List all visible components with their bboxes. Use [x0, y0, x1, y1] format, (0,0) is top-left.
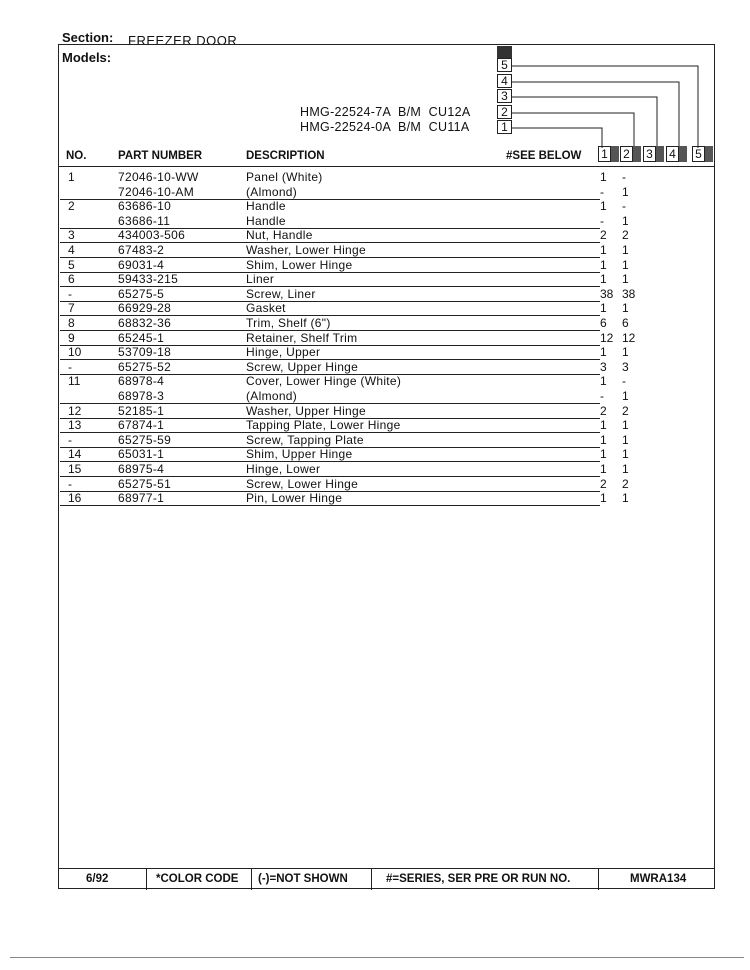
- row-qty-model-2: 1: [622, 418, 629, 433]
- table-row: [60, 184, 629, 200]
- row-qty-model-2: 1: [622, 389, 629, 403]
- footer-doc-code: MWRA134: [630, 873, 687, 885]
- row-part-number: 52185-1: [118, 403, 165, 418]
- row-qty-model-2: 1: [622, 257, 629, 272]
- footer-bar: [58, 868, 715, 890]
- row-qty-model-2: 1: [622, 213, 629, 228]
- row-no: 6: [68, 272, 75, 287]
- row-description: Washer, Upper Hinge: [246, 403, 366, 418]
- model-line-1: HMG-22524-7A B/M CU12A: [300, 105, 471, 119]
- row-qty-model-2: 1: [622, 447, 629, 462]
- model-box-5: 5: [497, 58, 512, 72]
- row-no: 9: [68, 330, 75, 345]
- col-header-model-2: 2: [620, 146, 633, 162]
- col-header-model-1: 1: [598, 146, 611, 162]
- col-header-model-5: 5: [692, 146, 705, 162]
- col-header-part-number: PART NUMBER: [118, 150, 203, 162]
- page-bottom-rule: [10, 957, 744, 958]
- row-no: 2: [68, 199, 75, 214]
- row-qty-model-1: 1: [600, 170, 607, 184]
- row-part-number: 65275-51: [118, 476, 172, 491]
- row-no: 3: [68, 228, 75, 243]
- row-part-number: 66929-28: [118, 301, 172, 316]
- row-no: 7: [68, 301, 75, 316]
- row-qty-model-1: 1: [600, 432, 607, 447]
- row-qty-model-1: 1: [600, 199, 607, 214]
- row-qty-model-1: 1: [600, 345, 607, 360]
- row-qty-model-2: 2: [622, 228, 629, 243]
- row-part-number: 59433-215: [118, 272, 179, 287]
- table-row: [60, 359, 629, 375]
- table-row: [60, 374, 626, 389]
- row-part-number: 72046-10-AM: [118, 184, 195, 199]
- row-qty-model-1: 2: [600, 476, 607, 491]
- row-qty-model-1: 1: [600, 462, 607, 476]
- row-qty-model-1: 6: [600, 316, 607, 330]
- footer-divider: [598, 869, 599, 890]
- row-qty-model-1: 1: [600, 257, 607, 272]
- row-description: Hinge, Lower: [246, 462, 321, 476]
- table-row: [60, 462, 629, 477]
- row-qty-model-1: 1: [600, 243, 607, 257]
- table-row: [60, 432, 629, 448]
- row-description: (Almond): [246, 184, 298, 199]
- row-qty-model-2: -: [622, 199, 626, 214]
- table-row: [60, 491, 629, 506]
- model-box-2: 2: [497, 105, 512, 119]
- table-row: [60, 301, 629, 316]
- table-row: [60, 345, 629, 360]
- row-description: Panel (White): [246, 170, 323, 184]
- row-qty-model-1: -: [600, 213, 604, 228]
- row-description: Washer, Lower Hinge: [246, 243, 366, 257]
- row-description: Cover, Lower Hinge (White): [246, 374, 402, 389]
- row-qty-model-1: 1: [600, 272, 607, 287]
- row-qty-model-2: 1: [622, 301, 629, 316]
- col-header-model-3: 3: [643, 146, 656, 162]
- row-description: Tapping Plate, Lower Hinge: [246, 418, 401, 433]
- row-qty-model-2: 1: [622, 272, 629, 287]
- row-qty-model-1: 1: [600, 418, 607, 433]
- row-description: Screw, Tapping Plate: [246, 432, 364, 447]
- row-no: 4: [68, 243, 75, 257]
- row-description: Retainer, Shelf Trim: [246, 330, 358, 345]
- row-no: 16: [68, 491, 82, 506]
- row-qty-model-2: 1: [622, 462, 629, 476]
- row-qty-model-2: 3: [622, 359, 629, 374]
- row-qty-model-1: 1: [600, 374, 607, 389]
- row-qty-model-2: 6: [622, 316, 629, 330]
- row-qty-model-1: 1: [600, 447, 607, 462]
- row-no: 1: [68, 170, 75, 184]
- table-row: [60, 243, 629, 258]
- row-qty-model-1: 1: [600, 491, 607, 506]
- row-qty-model-2: 12: [622, 330, 636, 345]
- row-part-number: 67483-2: [118, 243, 165, 257]
- table-row: [60, 228, 629, 243]
- footer-divider: [371, 869, 372, 890]
- col-shade: [656, 146, 664, 162]
- row-no: 5: [68, 257, 75, 272]
- row-part-number: 65275-59: [118, 432, 172, 447]
- table-row: [60, 476, 629, 492]
- table-row: [60, 199, 626, 214]
- table-row: [60, 389, 629, 404]
- footer-divider: [146, 869, 147, 890]
- row-description: Screw, Upper Hinge: [246, 359, 359, 374]
- model-box-4: 4: [497, 74, 512, 88]
- col-shade: [633, 146, 641, 162]
- row-qty-model-1: -: [600, 389, 604, 403]
- row-description: Gasket: [246, 301, 286, 316]
- footer-color-code: *COLOR CODE: [156, 873, 239, 885]
- row-part-number: 68978-4: [118, 374, 165, 389]
- row-part-number: 68975-4: [118, 462, 165, 476]
- row-qty-model-1: 3: [600, 359, 607, 374]
- row-qty-model-2: 2: [622, 403, 629, 418]
- row-description: Hinge, Upper: [246, 345, 321, 360]
- row-no: 12: [68, 403, 82, 418]
- col-shade: [611, 146, 619, 162]
- row-part-number: 434003-506: [118, 228, 186, 243]
- row-part-number: 65031-1: [118, 447, 165, 462]
- row-description: Handle: [246, 213, 286, 228]
- row-no: 8: [68, 316, 75, 330]
- model-box-3: 3: [497, 89, 512, 103]
- row-part-number: 67874-1: [118, 418, 165, 433]
- table-row: [60, 447, 629, 462]
- row-qty-model-2: 2: [622, 476, 629, 491]
- row-description: Nut, Handle: [246, 228, 313, 243]
- footer-divider: [251, 869, 252, 890]
- row-qty-model-2: 1: [622, 243, 629, 257]
- row-qty-model-1: 2: [600, 403, 607, 418]
- row-qty-model-1: 12: [600, 330, 614, 345]
- table-row: [60, 170, 626, 184]
- row-no: 11: [68, 374, 81, 389]
- row-qty-model-2: 1: [622, 184, 629, 199]
- table-row: [60, 403, 629, 419]
- row-no: -: [68, 359, 72, 374]
- model-connector-lines: [495, 44, 715, 150]
- table-row: [60, 316, 629, 331]
- row-description: Liner: [246, 272, 275, 287]
- row-description: Shim, Lower Hinge: [246, 257, 353, 272]
- row-part-number: 72046-10-WW: [118, 170, 199, 184]
- row-part-number: 68977-1: [118, 491, 165, 506]
- row-description: Handle: [246, 199, 286, 214]
- section-label: Section:: [62, 30, 114, 45]
- col-header-see-below: #SEE BELOW: [506, 150, 582, 162]
- row-part-number: 68832-36: [118, 316, 172, 330]
- row-no: 13: [68, 418, 82, 433]
- row-part-number: 65275-52: [118, 359, 172, 374]
- col-shade: [705, 146, 713, 162]
- table-row: [60, 286, 636, 302]
- model-line-2: HMG-22524-0A B/M CU11A: [300, 120, 470, 134]
- row-description: (Almond): [246, 389, 298, 403]
- row-qty-model-2: -: [622, 170, 626, 184]
- row-part-number: 69031-4: [118, 257, 165, 272]
- row-description: Shim, Upper Hinge: [246, 447, 353, 462]
- table-row: [60, 257, 629, 273]
- footer-series-note: #=SERIES, SER PRE OR RUN NO.: [386, 873, 571, 885]
- row-no: 14: [68, 447, 82, 462]
- footer-not-shown: (-)=NOT SHOWN: [258, 873, 348, 885]
- row-qty-model-1: 38: [600, 286, 614, 301]
- model-box-1: 1: [497, 120, 512, 134]
- row-part-number: 63686-10: [118, 199, 172, 214]
- row-part-number: 65245-1: [118, 330, 165, 345]
- row-qty-model-1: 1: [600, 301, 607, 316]
- row-part-number: 65275-5: [118, 286, 165, 301]
- row-qty-model-2: 1: [622, 345, 629, 360]
- row-qty-model-2: 1: [622, 432, 629, 447]
- row-no: -: [68, 476, 72, 491]
- row-qty-model-1: -: [600, 184, 604, 199]
- row-description: Pin, Lower Hinge: [246, 491, 343, 506]
- table-row: [60, 272, 629, 287]
- footer-date: 6/92: [86, 873, 109, 885]
- table-row: [60, 330, 636, 346]
- row-qty-model-2: -: [622, 374, 626, 389]
- header-rule: [58, 166, 715, 167]
- row-no: -: [68, 432, 72, 447]
- row-no: 15: [68, 462, 82, 476]
- row-no: 10: [68, 345, 82, 360]
- models-label: Models:: [62, 50, 112, 65]
- row-no: -: [68, 286, 72, 301]
- row-description: Screw, Liner: [246, 286, 316, 301]
- row-qty-model-2: 1: [622, 491, 629, 506]
- section-value: FREEZER DOOR: [128, 33, 238, 48]
- col-header-description: DESCRIPTION: [246, 150, 325, 162]
- row-part-number: 53709-18: [118, 345, 172, 360]
- row-description: Trim, Shelf (6"): [246, 316, 331, 330]
- table-row: [60, 418, 629, 433]
- row-qty-model-1: 2: [600, 228, 607, 243]
- row-qty-model-2: 38: [622, 286, 636, 301]
- col-shade: [679, 146, 687, 162]
- col-header-model-4: 4: [666, 146, 679, 162]
- row-part-number: 63686-11: [118, 213, 171, 228]
- table-row: [60, 213, 629, 229]
- row-part-number: 68978-3: [118, 389, 165, 403]
- row-description: Screw, Lower Hinge: [246, 476, 359, 491]
- col-header-no: NO.: [66, 150, 87, 162]
